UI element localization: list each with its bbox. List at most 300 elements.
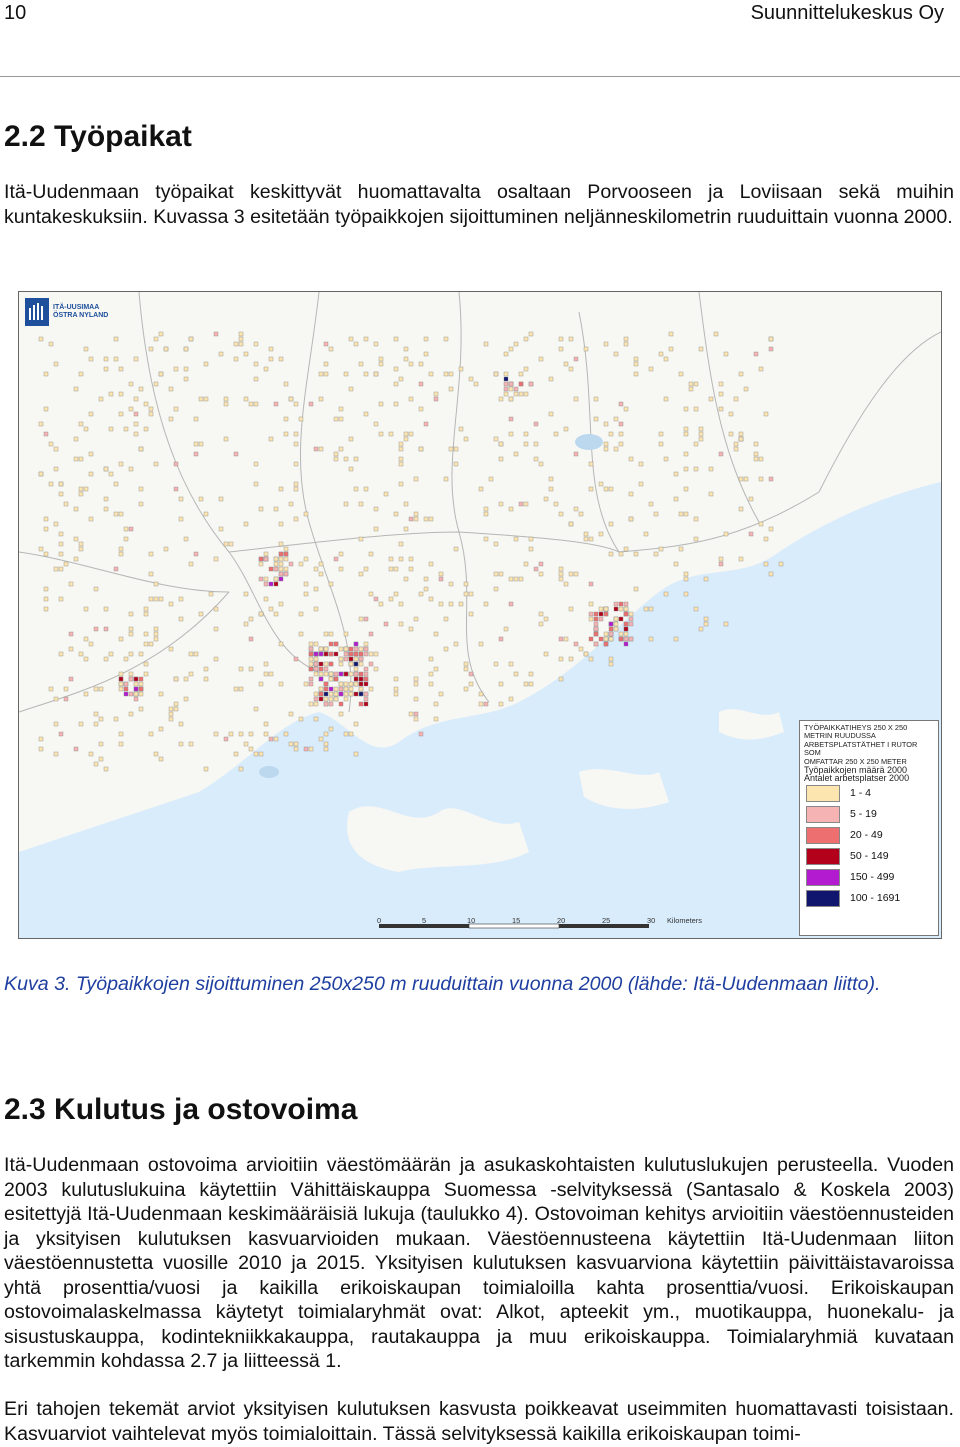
grid-cell <box>314 642 318 646</box>
section-paragraph: Itä-Uudenmaan ostovoima arvioitiin väestömäärän ja asukaskohtaisten kulutuslukujen perusteella. Vuoden 2003 kulutuslukuina käytettiin Vähittäiskauppa Suomessa -selvityksessä (Santasalo & Koskela 2003) esitettyjä Itä-Uudenmaan keskimääräisiä lukuja (taulukko 4). Ostovoiman kehitys arvioitiin väestöennusteiden ja yksityisen kulutuksen kasvuarvioiden mukaan. Väestöennusteena käytettiin Itä-Uudenmaan liiton väestöennustetta vuosille 2010 ja 2015. Yksityisen kulutuksen kasvuarviona käytettiin päivittäistavaroissa yhtä prosenttia/vuosi ja kaikilla erikoiskaupan toimialoilla kahta prosenttia/vuosi. Erikoiskaupan ostovoimalaskelmassa käytetyt toimialaryhmät ovat: Alkot, apteekit ym., muotikauppa, huonekalu- ja sisustuskauppa, kodintekniikkakauppa, rautakauppa ja muu erikoiskauppa. Toimialaryhmiä kuvataan tarkemmin kohdassa 2.7 ja liitteessä 1. <box>4 1154 954 1372</box>
grid-cell <box>739 507 743 511</box>
grid-cell <box>419 407 423 411</box>
grid-cell <box>379 402 383 406</box>
grid-cell <box>264 597 268 601</box>
grid-cell <box>594 617 598 621</box>
grid-cell <box>59 492 63 496</box>
grid-cell <box>724 532 728 536</box>
grid-cell <box>184 367 188 371</box>
grid-cell <box>624 612 628 616</box>
grid-cell <box>324 662 328 666</box>
legend-title-sv: Antalet arbetsplatser 2000 <box>804 773 910 784</box>
grid-cell <box>69 647 73 651</box>
grid-cell <box>274 612 278 616</box>
grid-cell <box>59 552 63 556</box>
grid-cell <box>514 387 518 391</box>
grid-cell <box>539 357 543 361</box>
grid-cell <box>319 447 323 451</box>
grid-cell <box>199 612 203 616</box>
grid-cell <box>649 637 653 641</box>
grid-cell <box>399 377 403 381</box>
grid-cell <box>364 647 368 651</box>
grid-cell <box>244 742 248 746</box>
grid-cell <box>429 682 433 686</box>
grid-cell <box>219 497 223 501</box>
scale-tick: 15 <box>512 916 521 925</box>
grid-cell <box>169 717 173 721</box>
grid-cell <box>744 477 748 481</box>
grid-cell <box>234 687 238 691</box>
grid-cell <box>64 562 68 566</box>
grid-cell <box>284 567 288 571</box>
legend-entries <box>800 783 938 909</box>
grid-cell <box>399 557 403 561</box>
grid-cell <box>559 577 563 581</box>
grid-cell <box>119 742 123 746</box>
grid-cell <box>494 662 498 666</box>
grid-cell <box>764 562 768 566</box>
grid-cell <box>459 367 463 371</box>
grid-cell <box>44 587 48 591</box>
grid-cell <box>264 722 268 726</box>
header-organization: Suunnittelukeskus Oy <box>750 2 944 24</box>
grid-cell <box>619 632 623 636</box>
grid-cell <box>339 647 343 651</box>
grid-cell <box>84 607 88 611</box>
grid-cell <box>709 467 713 471</box>
grid-cell <box>309 662 313 666</box>
grid-cell <box>749 497 753 501</box>
grid-cell <box>719 557 723 561</box>
grid-cell <box>144 402 148 406</box>
grid-cell <box>464 592 468 596</box>
grid-cell <box>124 692 128 696</box>
grid-cell <box>289 712 293 716</box>
grid-cell <box>39 747 43 751</box>
grid-cell <box>314 587 318 591</box>
grid-cell <box>254 752 258 756</box>
grid-cell <box>559 347 563 351</box>
grid-cell <box>629 622 633 626</box>
grid-cell <box>589 612 593 616</box>
grid-cell <box>324 687 328 691</box>
grid-cell <box>544 617 548 621</box>
grid-cell <box>324 362 328 366</box>
legend-entry <box>800 783 938 804</box>
grid-cell <box>504 387 508 391</box>
grid-cell <box>454 447 458 451</box>
grid-cell <box>719 407 723 411</box>
grid-cell <box>629 492 633 496</box>
grid-cell <box>569 572 573 576</box>
grid-cell <box>129 382 133 386</box>
scale-tick: 25 <box>602 916 611 925</box>
grid-cell <box>214 657 218 661</box>
grid-cell <box>519 577 523 581</box>
grid-cell <box>719 392 723 396</box>
grid-cell <box>259 682 263 686</box>
grid-cell <box>89 357 93 361</box>
grid-cell <box>514 392 518 396</box>
grid-cell <box>339 657 343 661</box>
lake <box>575 434 603 450</box>
grid-cell <box>779 562 783 566</box>
grid-cell <box>624 407 628 411</box>
grid-cell <box>394 367 398 371</box>
grid-cell <box>444 617 448 621</box>
grid-cell <box>399 602 403 606</box>
grid-cell <box>599 612 603 616</box>
grid-cell <box>664 397 668 401</box>
grid-cell <box>129 407 133 411</box>
grid-cell <box>704 617 708 621</box>
grid-cell <box>114 337 118 341</box>
grid-cell <box>239 337 243 341</box>
grid-cell <box>344 672 348 676</box>
grid-cell <box>494 372 498 376</box>
grid-cell <box>169 387 173 391</box>
grid-cell <box>684 572 688 576</box>
grid-cell <box>194 552 198 556</box>
grid-cell <box>694 382 698 386</box>
grid-cell <box>264 577 268 581</box>
grid-cell <box>169 712 173 716</box>
grid-cell <box>324 672 328 676</box>
grid-cell <box>374 342 378 346</box>
grid-cell <box>549 377 553 381</box>
grid-cell <box>369 592 373 596</box>
grid-cell <box>364 642 368 646</box>
grid-cell <box>334 697 338 701</box>
grid-cell <box>354 667 358 671</box>
grid-cell <box>529 682 533 686</box>
grid-cell <box>409 397 413 401</box>
grid-cell <box>339 692 343 696</box>
grid-cell <box>314 567 318 571</box>
grid-cell <box>534 457 538 461</box>
grid-cell <box>154 597 158 601</box>
grid-cell <box>44 432 48 436</box>
grid-cell <box>139 487 143 491</box>
grid-cell <box>509 697 513 701</box>
grid-cell <box>514 537 518 541</box>
grid-cell <box>694 607 698 611</box>
grid-cell <box>54 467 58 471</box>
grid-cell <box>394 677 398 681</box>
grid-cell <box>554 432 558 436</box>
grid-cell <box>349 682 353 686</box>
grid-cell <box>359 647 363 651</box>
grid-cell <box>364 677 368 681</box>
grid-cell <box>279 642 283 646</box>
grid-cell <box>524 442 528 446</box>
grid-cell <box>84 427 88 431</box>
grid-cell <box>324 372 328 376</box>
grid-cell <box>214 607 218 611</box>
grid-cell <box>419 592 423 596</box>
grid-cell <box>609 552 613 556</box>
grid-cell <box>119 367 123 371</box>
grid-cell <box>769 572 773 576</box>
grid-cell <box>189 337 193 341</box>
grid-cell <box>354 672 358 676</box>
grid-cell <box>509 602 513 606</box>
grid-cell <box>304 747 308 751</box>
grid-cell <box>614 602 618 606</box>
grid-cell <box>589 462 593 466</box>
grid-cell <box>154 632 158 636</box>
grid-cell <box>304 592 308 596</box>
grid-cell <box>314 667 318 671</box>
grid-cell <box>534 422 538 426</box>
grid-cell <box>594 417 598 421</box>
grid-cell <box>479 702 483 706</box>
grid-cell <box>379 357 383 361</box>
grid-cell <box>369 552 373 556</box>
grid-cell <box>84 692 88 696</box>
grid-cell <box>564 637 568 641</box>
page-header <box>0 0 960 40</box>
grid-cell <box>369 687 373 691</box>
grid-cell <box>214 732 218 736</box>
grid-cell <box>364 412 368 416</box>
grid-cell <box>84 487 88 491</box>
grid-cell <box>649 367 653 371</box>
grid-cell <box>274 402 278 406</box>
grid-cell <box>319 372 323 376</box>
grid-cell <box>494 437 498 441</box>
grid-cell <box>334 457 338 461</box>
grid-cell <box>609 432 613 436</box>
grid-cell <box>174 702 178 706</box>
grid-cell <box>364 372 368 376</box>
grid-cell <box>134 357 138 361</box>
grid-cell <box>154 382 158 386</box>
grid-cell <box>329 697 333 701</box>
grid-cell <box>284 572 288 576</box>
grid-cell <box>764 412 768 416</box>
grid-cell <box>359 617 363 621</box>
grid-cell <box>394 687 398 691</box>
grid-cell <box>434 397 438 401</box>
grid-cell <box>224 737 228 741</box>
grid-cell <box>469 612 473 616</box>
grid-cell <box>324 697 328 701</box>
grid-cell <box>44 517 48 521</box>
grid-cell <box>609 522 613 526</box>
grid-cell <box>619 432 623 436</box>
grid-cell <box>364 672 368 676</box>
grid-cell <box>599 637 603 641</box>
grid-cell <box>494 587 498 591</box>
grid-cell <box>129 677 133 681</box>
grid-cell <box>769 527 773 531</box>
grid-cell <box>224 542 228 546</box>
grid-cell <box>204 677 208 681</box>
grid-cell <box>184 537 188 541</box>
legend-entry <box>800 846 938 867</box>
grid-cell <box>134 432 138 436</box>
grid-cell <box>319 652 323 656</box>
grid-cell <box>224 437 228 441</box>
grid-cell <box>414 617 418 621</box>
grid-cell <box>269 567 273 571</box>
grid-cell <box>144 662 148 666</box>
grid-cell <box>154 637 158 641</box>
grid-cell <box>434 632 438 636</box>
grid-cell <box>79 422 83 426</box>
grid-cell <box>164 547 168 551</box>
grid-cell <box>739 477 743 481</box>
grid-cell <box>719 562 723 566</box>
grid-cell <box>589 657 593 661</box>
grid-cell <box>314 662 318 666</box>
grid-cell <box>324 702 328 706</box>
grid-cell <box>499 457 503 461</box>
grid-cell <box>344 372 348 376</box>
grid-cell <box>569 522 573 526</box>
grid-cell <box>259 577 263 581</box>
grid-cell <box>189 652 193 656</box>
scale-tick: 0 <box>377 916 382 925</box>
grid-cell <box>44 407 48 411</box>
grid-cell <box>349 467 353 471</box>
grid-cell <box>689 387 693 391</box>
grid-cell <box>399 442 403 446</box>
grid-cell <box>159 757 163 761</box>
grid-cell <box>134 677 138 681</box>
grid-cell <box>149 552 153 556</box>
grid-cell <box>559 637 563 641</box>
grid-cell <box>409 432 413 436</box>
grid-cell <box>219 527 223 531</box>
grid-cell <box>174 367 178 371</box>
grid-cell <box>54 567 58 571</box>
grid-cell <box>254 377 258 381</box>
grid-cell <box>314 607 318 611</box>
grid-cell <box>624 547 628 551</box>
grid-cell <box>359 677 363 681</box>
grid-cell <box>329 727 333 731</box>
grid-cell <box>509 507 513 511</box>
grid-cell <box>149 407 153 411</box>
grid-cell <box>214 627 218 631</box>
grid-cell <box>99 757 103 761</box>
grid-cell <box>149 347 153 351</box>
grid-cell <box>759 477 763 481</box>
legend-entry <box>800 804 938 825</box>
grid-cell <box>584 652 588 656</box>
grid-cell <box>104 657 108 661</box>
grid-cell <box>279 487 283 491</box>
grid-cell <box>324 647 328 651</box>
grid-cell <box>249 732 253 736</box>
legend-entry <box>800 888 938 909</box>
grid-cell <box>49 482 53 486</box>
grid-cell <box>414 517 418 521</box>
grid-cell <box>239 687 243 691</box>
grid-cell <box>269 672 273 676</box>
grid-cell <box>514 452 518 456</box>
grid-cell <box>704 622 708 626</box>
grid-cell <box>444 647 448 651</box>
grid-cell <box>604 632 608 636</box>
grid-cell <box>639 462 643 466</box>
grid-cell <box>119 412 123 416</box>
grid-cell <box>309 682 313 686</box>
grid-cell <box>574 357 578 361</box>
grid-cell <box>394 592 398 596</box>
grid-cell <box>189 742 193 746</box>
grid-cell <box>279 552 283 556</box>
grid-cell <box>449 372 453 376</box>
grid-cell <box>399 542 403 546</box>
grid-cell <box>609 487 613 491</box>
grid-cell <box>124 537 128 541</box>
grid-cell <box>529 332 533 336</box>
grid-cell <box>509 417 513 421</box>
grid-cell <box>159 727 163 731</box>
grid-cell <box>459 427 463 431</box>
grid-cell <box>129 672 133 676</box>
grid-cell <box>624 602 628 606</box>
grid-cell <box>569 607 573 611</box>
grid-cell <box>584 347 588 351</box>
grid-cell <box>114 567 118 571</box>
grid-cell <box>614 607 618 611</box>
grid-cell <box>349 662 353 666</box>
grid-cell <box>504 372 508 376</box>
employment-density-map <box>18 291 942 939</box>
grid-cell <box>234 452 238 456</box>
grid-cell <box>344 697 348 701</box>
grid-cell <box>354 752 358 756</box>
section-heading-tyopaikat: 2.2 Työpaikat <box>4 120 192 153</box>
grid-cell <box>444 337 448 341</box>
grid-cell <box>519 372 523 376</box>
grid-cell <box>734 442 738 446</box>
grid-cell <box>539 572 543 576</box>
grid-cell <box>349 652 353 656</box>
grid-cell <box>444 372 448 376</box>
grid-cell <box>364 487 368 491</box>
grid-cell <box>344 632 348 636</box>
grid-cell <box>619 617 623 621</box>
grid-cell <box>264 582 268 586</box>
grid-cell <box>559 572 563 576</box>
grid-cell <box>159 597 163 601</box>
grid-cell <box>289 397 293 401</box>
grid-cell <box>94 587 98 591</box>
grid-cell <box>419 732 423 736</box>
grid-cell <box>334 687 338 691</box>
grid-cell <box>139 682 143 686</box>
grid-cell <box>469 377 473 381</box>
grid-cell <box>674 497 678 501</box>
grid-cell <box>539 462 543 466</box>
grid-cell <box>659 547 663 551</box>
grid-cell <box>599 532 603 536</box>
grid-cell <box>269 737 273 741</box>
grid-cell <box>294 432 298 436</box>
grid-cell <box>424 577 428 581</box>
grid-cell <box>144 632 148 636</box>
grid-cell <box>369 652 373 656</box>
grid-cell <box>319 667 323 671</box>
grid-cell <box>504 392 508 396</box>
grid-cell <box>289 502 293 506</box>
grid-cell <box>419 382 423 386</box>
